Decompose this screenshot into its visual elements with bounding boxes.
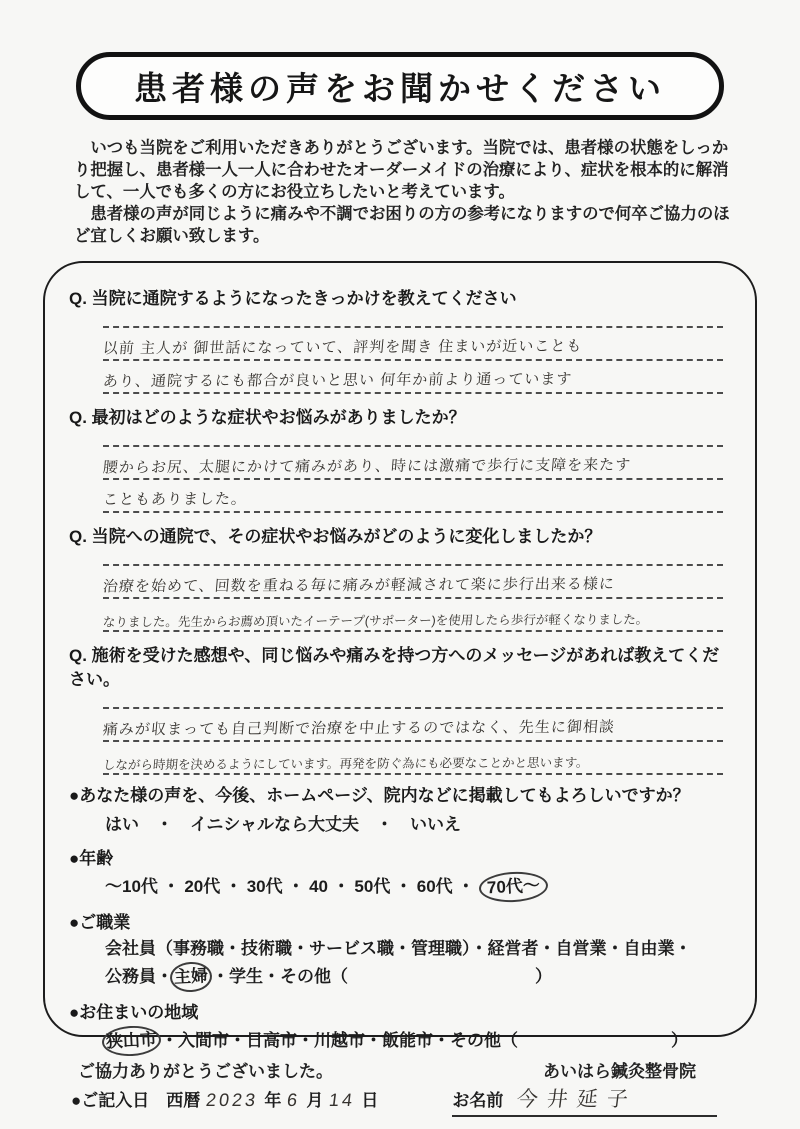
occupation-options-line2 bbox=[105, 962, 729, 992]
region-options bbox=[105, 1026, 729, 1056]
day-unit: 日 bbox=[361, 1091, 379, 1110]
clinic-name: あいはら鍼灸整骨院 bbox=[543, 1062, 696, 1081]
handwritten-day: 14 bbox=[328, 1090, 357, 1110]
age-options-text: ～10代 ・ 20代 ・ 30代 ・ 40 ・ 50代 ・ 60代 ・ bbox=[105, 877, 480, 896]
region-options-text: ・入間市・日高市・川越市・飯能市・その他（ ） bbox=[161, 1031, 688, 1050]
age-label: ●年齢 bbox=[69, 849, 114, 868]
handwritten-answer-line: 腰からお尻、太腿にかけて痛みがあり、時には激痛で歩行に支障を来たす bbox=[102, 456, 632, 477]
answer-area bbox=[103, 707, 723, 775]
handwritten-answer-line: しながら時期を決めるようにしています。再発を防ぐ為にも必要なことかと思います。 bbox=[102, 755, 590, 773]
handwritten-month: 6 bbox=[286, 1090, 302, 1110]
publish-consent-label: ●あなた様の声を、今後、ホームページ、院内などに掲載してもよろしいですか？ bbox=[69, 786, 690, 805]
intro-text bbox=[74, 137, 736, 247]
age-selected-circle: 70代～ bbox=[478, 870, 548, 904]
age-section bbox=[69, 847, 729, 902]
name-field bbox=[452, 1083, 717, 1117]
occupation-label: ●ご職業 bbox=[69, 913, 131, 932]
occupation-line2-before: 公務員・ bbox=[105, 967, 173, 986]
publish-consent-options: はい ・ イニシャルなら大丈夫 ・ いいえ bbox=[105, 815, 461, 834]
answer-area bbox=[103, 326, 723, 394]
answer-area bbox=[103, 445, 723, 513]
age-options bbox=[105, 872, 729, 902]
date-label: ●ご記入日 西暦 bbox=[71, 1091, 201, 1110]
handwritten-answer-line: なりました。先生からお薦め頂いたイーテープ(サポーター)を使用したら歩行が軽くなりました。 bbox=[102, 612, 649, 630]
title-banner bbox=[76, 52, 724, 120]
question-label: Q. 当院に通院するようになったきっかけを教えてください bbox=[69, 289, 517, 308]
handwritten-answer-line: 痛みが収まっても自己判断で治療を中止するのではなく、先生に御相談 bbox=[102, 718, 616, 739]
question-label: Q. 当院への通院で、その症状やお悩みがどのように変化しましたか？ bbox=[69, 527, 602, 546]
handwritten-answer-line: こともありました。 bbox=[102, 490, 248, 509]
month-unit: 月 bbox=[306, 1091, 324, 1110]
publish-consent-section bbox=[69, 784, 729, 838]
region-section bbox=[69, 1001, 729, 1056]
question-block-2 bbox=[69, 406, 729, 513]
occupation-selected-circle: 主婦 bbox=[169, 961, 213, 993]
handwritten-answer-line: 治療を始めて、回数を重ねる毎に痛みが軽減されて楽に歩行出来る様に bbox=[102, 575, 616, 596]
footer-thanks: ご協力ありがとうございました。 bbox=[78, 1062, 333, 1081]
question-label: Q. 施術を受けた感想や、同じ悩みや痛みを持つ方へのメッセージがあれば教えてください。 bbox=[69, 646, 720, 689]
intro-paragraph-1: いつも当院をご利用いただきありがとうございます。当院では、患者様の状態をしっかり把握し、患者様一人一人に合わせたオーダーメイドの治療により、症状を根本的に解消して、一人でも多くの方にお役立ちしたいと考えています。 bbox=[74, 139, 729, 201]
handwritten-answer-line: あり、通院するにも都合が良いと思い 何年か前より通っています bbox=[102, 371, 574, 391]
question-block-1 bbox=[69, 287, 729, 394]
date-name-row bbox=[71, 1083, 729, 1117]
page-title: 患者様の声をお聞かせください bbox=[134, 69, 666, 107]
question-block-3 bbox=[69, 525, 729, 632]
occupation-options-line1: 会社員（事務職・技術職・サービス職・管理職）・経営者・自営業・自由業・ bbox=[105, 939, 692, 958]
question-block-4 bbox=[69, 644, 729, 775]
name-label: お名前 bbox=[452, 1091, 504, 1110]
region-selected-circle: 狭山市 bbox=[101, 1024, 161, 1057]
occupation-line2-after: ・学生・その他（ ） bbox=[212, 967, 552, 986]
occupation-section bbox=[69, 911, 729, 992]
handwritten-answer-line: 以前 主人が 御世話になっていて、評判を聞き 住まいが近いことも bbox=[102, 337, 584, 358]
question-label: Q. 最初はどのような症状やお悩みがありましたか？ bbox=[69, 408, 466, 427]
handwritten-name: 今井延子 bbox=[515, 1088, 639, 1111]
year-unit: 年 bbox=[264, 1091, 282, 1110]
answer-area bbox=[103, 564, 723, 632]
intro-paragraph-2: 患者様の声が同じように痛みや不調でお困りの方の参考になりますので何卒ご協力のほど宜しくお願い致します。 bbox=[74, 205, 730, 245]
region-label: ●お住まいの地域 bbox=[69, 1003, 199, 1022]
handwritten-year: 2023 bbox=[205, 1090, 260, 1110]
footer bbox=[78, 1057, 696, 1082]
